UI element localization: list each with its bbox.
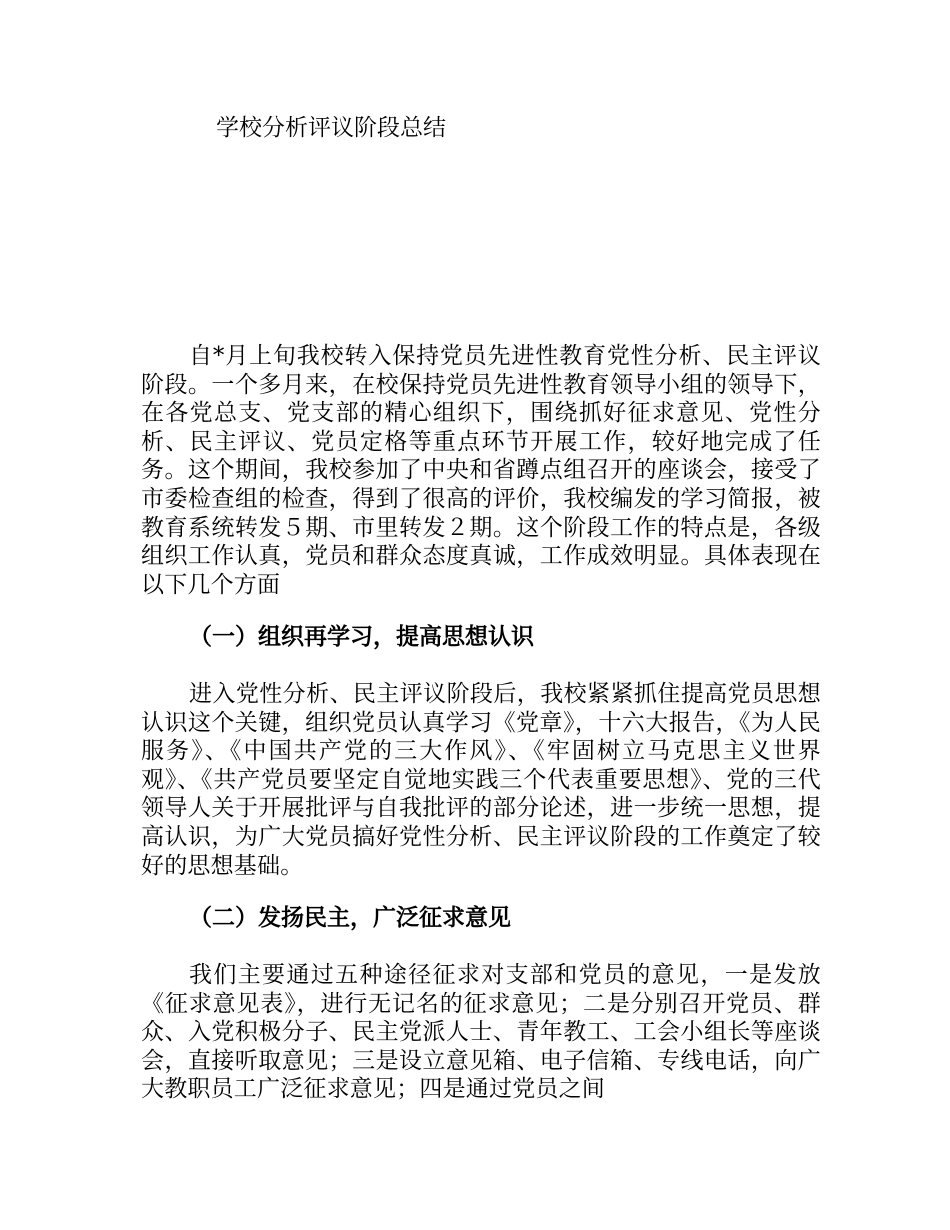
section-heading-1: （一）组织再学习，提高思想认识 xyxy=(189,623,534,650)
paragraph-intro: 自*月上旬我校转入保持党员先进性教育党性分析、民主评议阶段。一个多月来，在校保持党员先进性教育领导小组的领导下，在各党总支、党支部的精心组织下，围绕抓好征求意见、党性分析、民主评议、党员定格等重点环节开展工作，较好地完成了任务。这个期间，我校参加了中央和省蹲点组召开的座谈会，接受了市委检查组的检查，得到了很高的评价，我校编发的学习简报，被教育系统转发５期、市里转发２期。这个阶段工作的特点是，各级组织工作认真，党员和群众态度真诚，工作成效明显。具体表现在以下几个方面 xyxy=(141,343,821,598)
section-heading-2: （二）发扬民主，广泛征求意见 xyxy=(189,904,511,931)
document-title: 学校分析评议阶段总结 xyxy=(216,115,446,141)
paragraph-section-1: 进入党性分析、民主评议阶段后，我校紧紧抓住提高党员思想认识这个关键，组织党员认真学习《党章》，十六大报告，《为人民服务》、《中国共产党的三大作风》、《牢固树立马克思主义世界观》、《共产党员要坚定自觉地实践三个代表重要思想》、党的三代领导人关于开展批评与自我批评的部分论述，进一步统一思想，提高认识，为广大党员搞好党性分析、民主评议阶段的工作奠定了较好的思想基础。 xyxy=(141,681,821,879)
paragraph-section-2: 我们主要通过五种途径征求对支部和党员的意见，一是发放《征求意见表》，进行无记名的征求意见；二是分别召开党员、群众、入党积极分子、民主党派人士、青年教工、工会小组长等座谈会，直接听取意见；三是设立意见箱、电子信箱、专线电话，向广大教职员工广泛征求意见；四是通过党员之间 xyxy=(141,962,821,1103)
